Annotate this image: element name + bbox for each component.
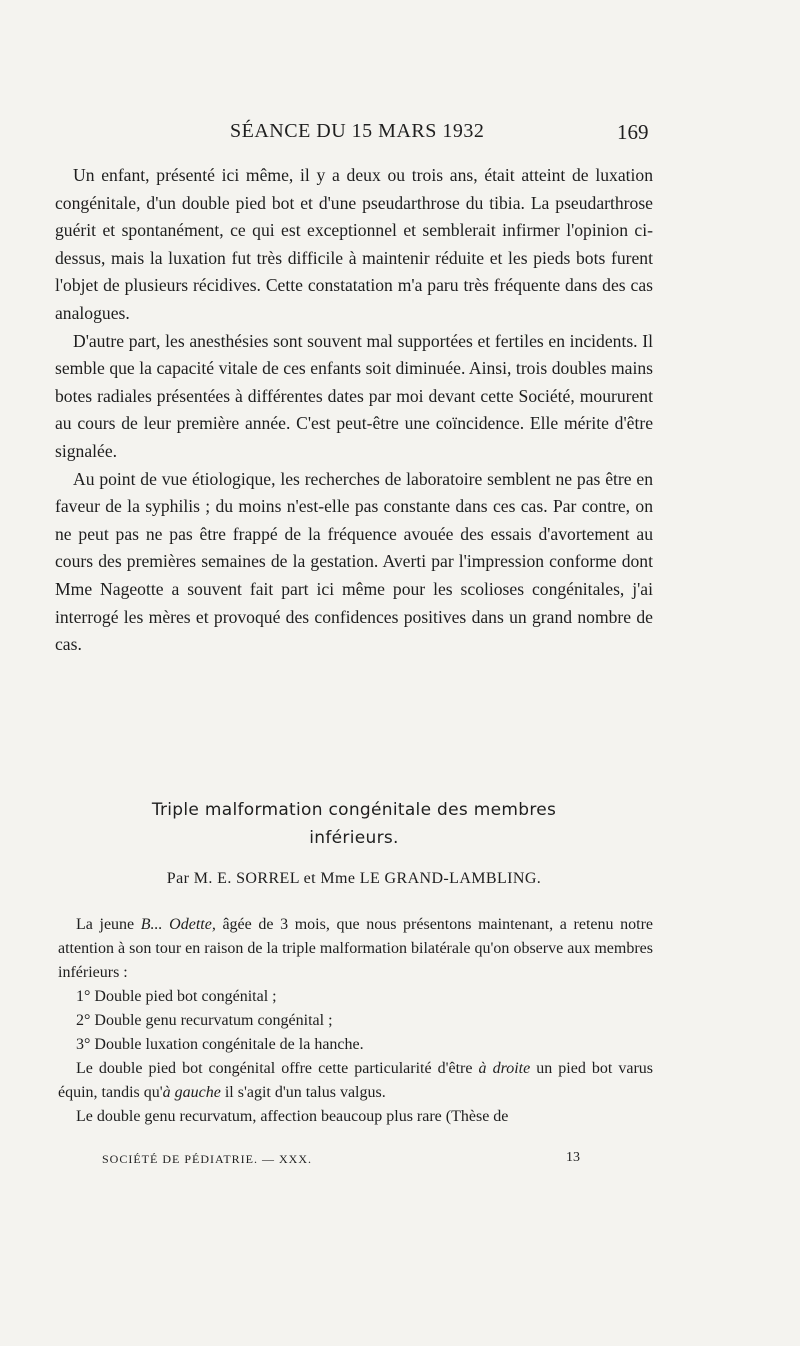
page-footer xyxy=(0,1152,800,1176)
page-number: 169 xyxy=(617,120,649,144)
list-item: 3° Double luxation congénitale de la hanche. xyxy=(76,1036,364,1053)
section-title-line: inférieurs. xyxy=(309,828,399,848)
signature-number: 13 xyxy=(566,1150,580,1165)
intro-prefix: La jeune xyxy=(76,916,141,933)
running-title: SÉANCE DU 15 MARS 1932 xyxy=(230,120,485,142)
list-item: 1° Double pied bot congénital ; xyxy=(76,988,277,1005)
list-item: 2° Double genu recurvatum congénital ; xyxy=(76,1012,333,1029)
text-run: Le double pied bot congénital offre cette particularité d'être xyxy=(76,1060,479,1077)
section-title-line: Triple malformation congénitale des membres xyxy=(151,800,557,820)
text-run: il s'agit d'un talus valgus. xyxy=(220,1084,386,1101)
case-intro xyxy=(58,913,653,985)
journal-signature: SOCIÉTÉ DE PÉDIATRIE. — XXX. xyxy=(102,1152,312,1166)
italic-run: à droite xyxy=(478,1060,531,1077)
paragraph: Un enfant, présenté ici même, il y a deux ou trois ans, était atteint de luxation congénitale, d'un double pied bot et d'une pseudarthrose du tibia. La pseudarthrose guérit et spontanément, ce qui est exceptionnel et semblerait infirmer l'opinion ci-dessus, mais la luxation fut très difficile à maintenir réduite et les pieds bots furent l'objet de plusieurs récidives. Cette constatation m'a paru très fréquente dans des cas analogues. xyxy=(55,165,653,323)
case-paragraph xyxy=(58,1057,653,1105)
case-report xyxy=(58,913,653,1129)
paragraph: Au point de vue étiologique, les recherches de laboratoire semblent ne pas être en faveur de la syphilis ; du moins n'est-elle pas constante dans ces cas. Par contre, on ne peut pas ne pas être frappé de la fréquence avouée des essais d'avortement au cours des premières semaines de la gestation. Averti par l'impression conforme dont Mme Nageotte a souvent fait part ici même pour les scolioses congénitales, j'ai interrogé les mères et provoqué des confidences positives dans un grand nombre de cas. xyxy=(55,468,653,655)
paragraph: D'autre part, les anesthésies sont souvent mal supportées et fertiles en incidents. Il semble que la capacité vitale de ces enfants soit diminuée. Ainsi, trois doubles mains botes radiales présentées à différentes dates par moi devant cette Société, moururent au cours de leur première année. C'est peut-être une coïncidence. Elle mérite d'être signalée. xyxy=(55,330,653,461)
patient-name: B... Odette, xyxy=(140,916,216,933)
case-paragraph: Le double genu recurvatum, affection beaucoup plus rare (Thèse de xyxy=(76,1108,509,1125)
section-title xyxy=(55,796,653,852)
main-text xyxy=(55,162,653,659)
text-run: un pied bot varus équin, tandis qu' xyxy=(58,1060,653,1101)
italic-run: à gauche xyxy=(162,1084,221,1101)
intro-rest: âgée de 3 mois, que nous présentons maintenant, a retenu notre attention à son tour en raison de la triple malformation bilatérale qu'on observe aux membres inférieurs : xyxy=(58,916,653,981)
page-header xyxy=(0,120,800,154)
authors-line: Par M. E. SORREL et Mme LE GRAND-LAMBLING. xyxy=(166,870,542,887)
